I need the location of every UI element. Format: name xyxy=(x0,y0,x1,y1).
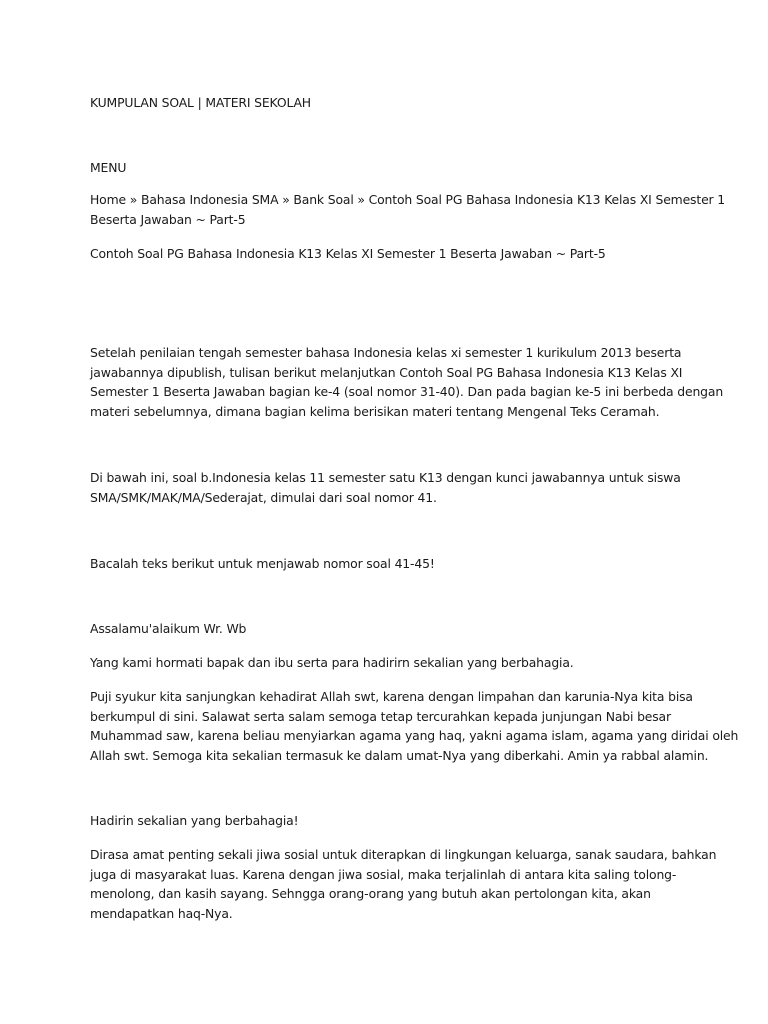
breadcrumb-line[interactable]: Home » Bahasa Indonesia SMA » Bank Soal » Contoh Soal PG Bahasa Indonesia K13 Kelas XI Semester 1 xyxy=(90,192,726,207)
instruction-text: Bacalah teks berikut untuk menjawab nomor soal 41-45! xyxy=(90,556,435,571)
audience-text: Hadirin sekalian yang berbahagia! xyxy=(90,813,299,828)
paragraph-line: SMA/SMK/MAK/MA/Sederajat, dimulai dari soal nomor 41. xyxy=(90,489,437,505)
praise-paragraph xyxy=(90,687,738,765)
paragraph-line: materi sebelumnya, dimana bagian kelima berisikan materi tentang Mengenal Teks Ceramah. xyxy=(90,403,660,419)
paragraph-line: jawabannya dipublish, tulisan berikut melanjutkan Contoh Soal PG Bahasa Indonesia K13 Kelas XI xyxy=(90,364,683,380)
social-paragraph xyxy=(90,845,716,923)
respected-text: Yang kami hormati bapak dan ibu serta para hadirirn sekalian yang berbahagia. xyxy=(90,655,574,670)
paragraph-line: Dirasa amat penting sekali jiwa sosial untuk diterapkan di lingkungan keluarga, sanak saudara, bahkan xyxy=(90,847,717,862)
menu-link[interactable]: MENU xyxy=(90,160,127,175)
intro-paragraph xyxy=(90,343,723,421)
post-title: Contoh Soal PG Bahasa Indonesia K13 Kelas XI Semester 1 Beserta Jawaban ~ Part-5 xyxy=(90,246,606,261)
paragraph-line: Muhammad saw, karena beliau menyiarkan agama yang haq, yakni agama islam, agama yang diridai oleh xyxy=(90,728,739,743)
paragraph-line: berkumpul di sini. Salawat serta salam semoga tetap tercurahkan kepada junjungan Nabi besar xyxy=(90,708,671,724)
paragraph-line: mendapatkan haq-Nya. xyxy=(90,905,233,921)
breadcrumb-line[interactable]: Beserta Jawaban ~ Part-5 xyxy=(90,211,246,227)
paragraph-line: menolong, dan kasih sayang. Sehngga orang-orang yang butuh akan pertolongan kita, akan xyxy=(90,886,651,901)
below-paragraph xyxy=(90,468,681,507)
site-title: KUMPULAN SOAL | MATERI SEKOLAH xyxy=(90,95,311,110)
paragraph-line: Di bawah ini, soal b.Indonesia kelas 11 semester satu K13 dengan kunci jawabannya untuk siswa xyxy=(90,470,681,485)
paragraph-line: Allah swt. Semoga kita sekalian termasuk ke dalam umat-Nya yang diberkahi. Amin ya rabbal alamin. xyxy=(90,747,709,763)
greeting-text: Assalamu'alaikum Wr. Wb xyxy=(90,621,247,636)
paragraph-line: Semester 1 Beserta Jawaban bagian ke-4 (soal nomor 31-40). Dan pada bagian ke-5 ini berbeda dengan xyxy=(90,384,724,399)
paragraph-line: Puji syukur kita sanjungkan kehadirat Allah swt, karena dengan limpahan dan karunia-Nya kita bisa xyxy=(90,689,693,704)
paragraph-line: juga di masyarakat luas. Karena dengan jiwa sosial, maka terjalinlah di antara kita saling tolong- xyxy=(90,866,677,882)
paragraph-line: Setelah penilaian tengah semester bahasa Indonesia kelas xi semester 1 kurikulum 2013 beserta xyxy=(90,345,682,360)
breadcrumb[interactable] xyxy=(90,190,725,229)
